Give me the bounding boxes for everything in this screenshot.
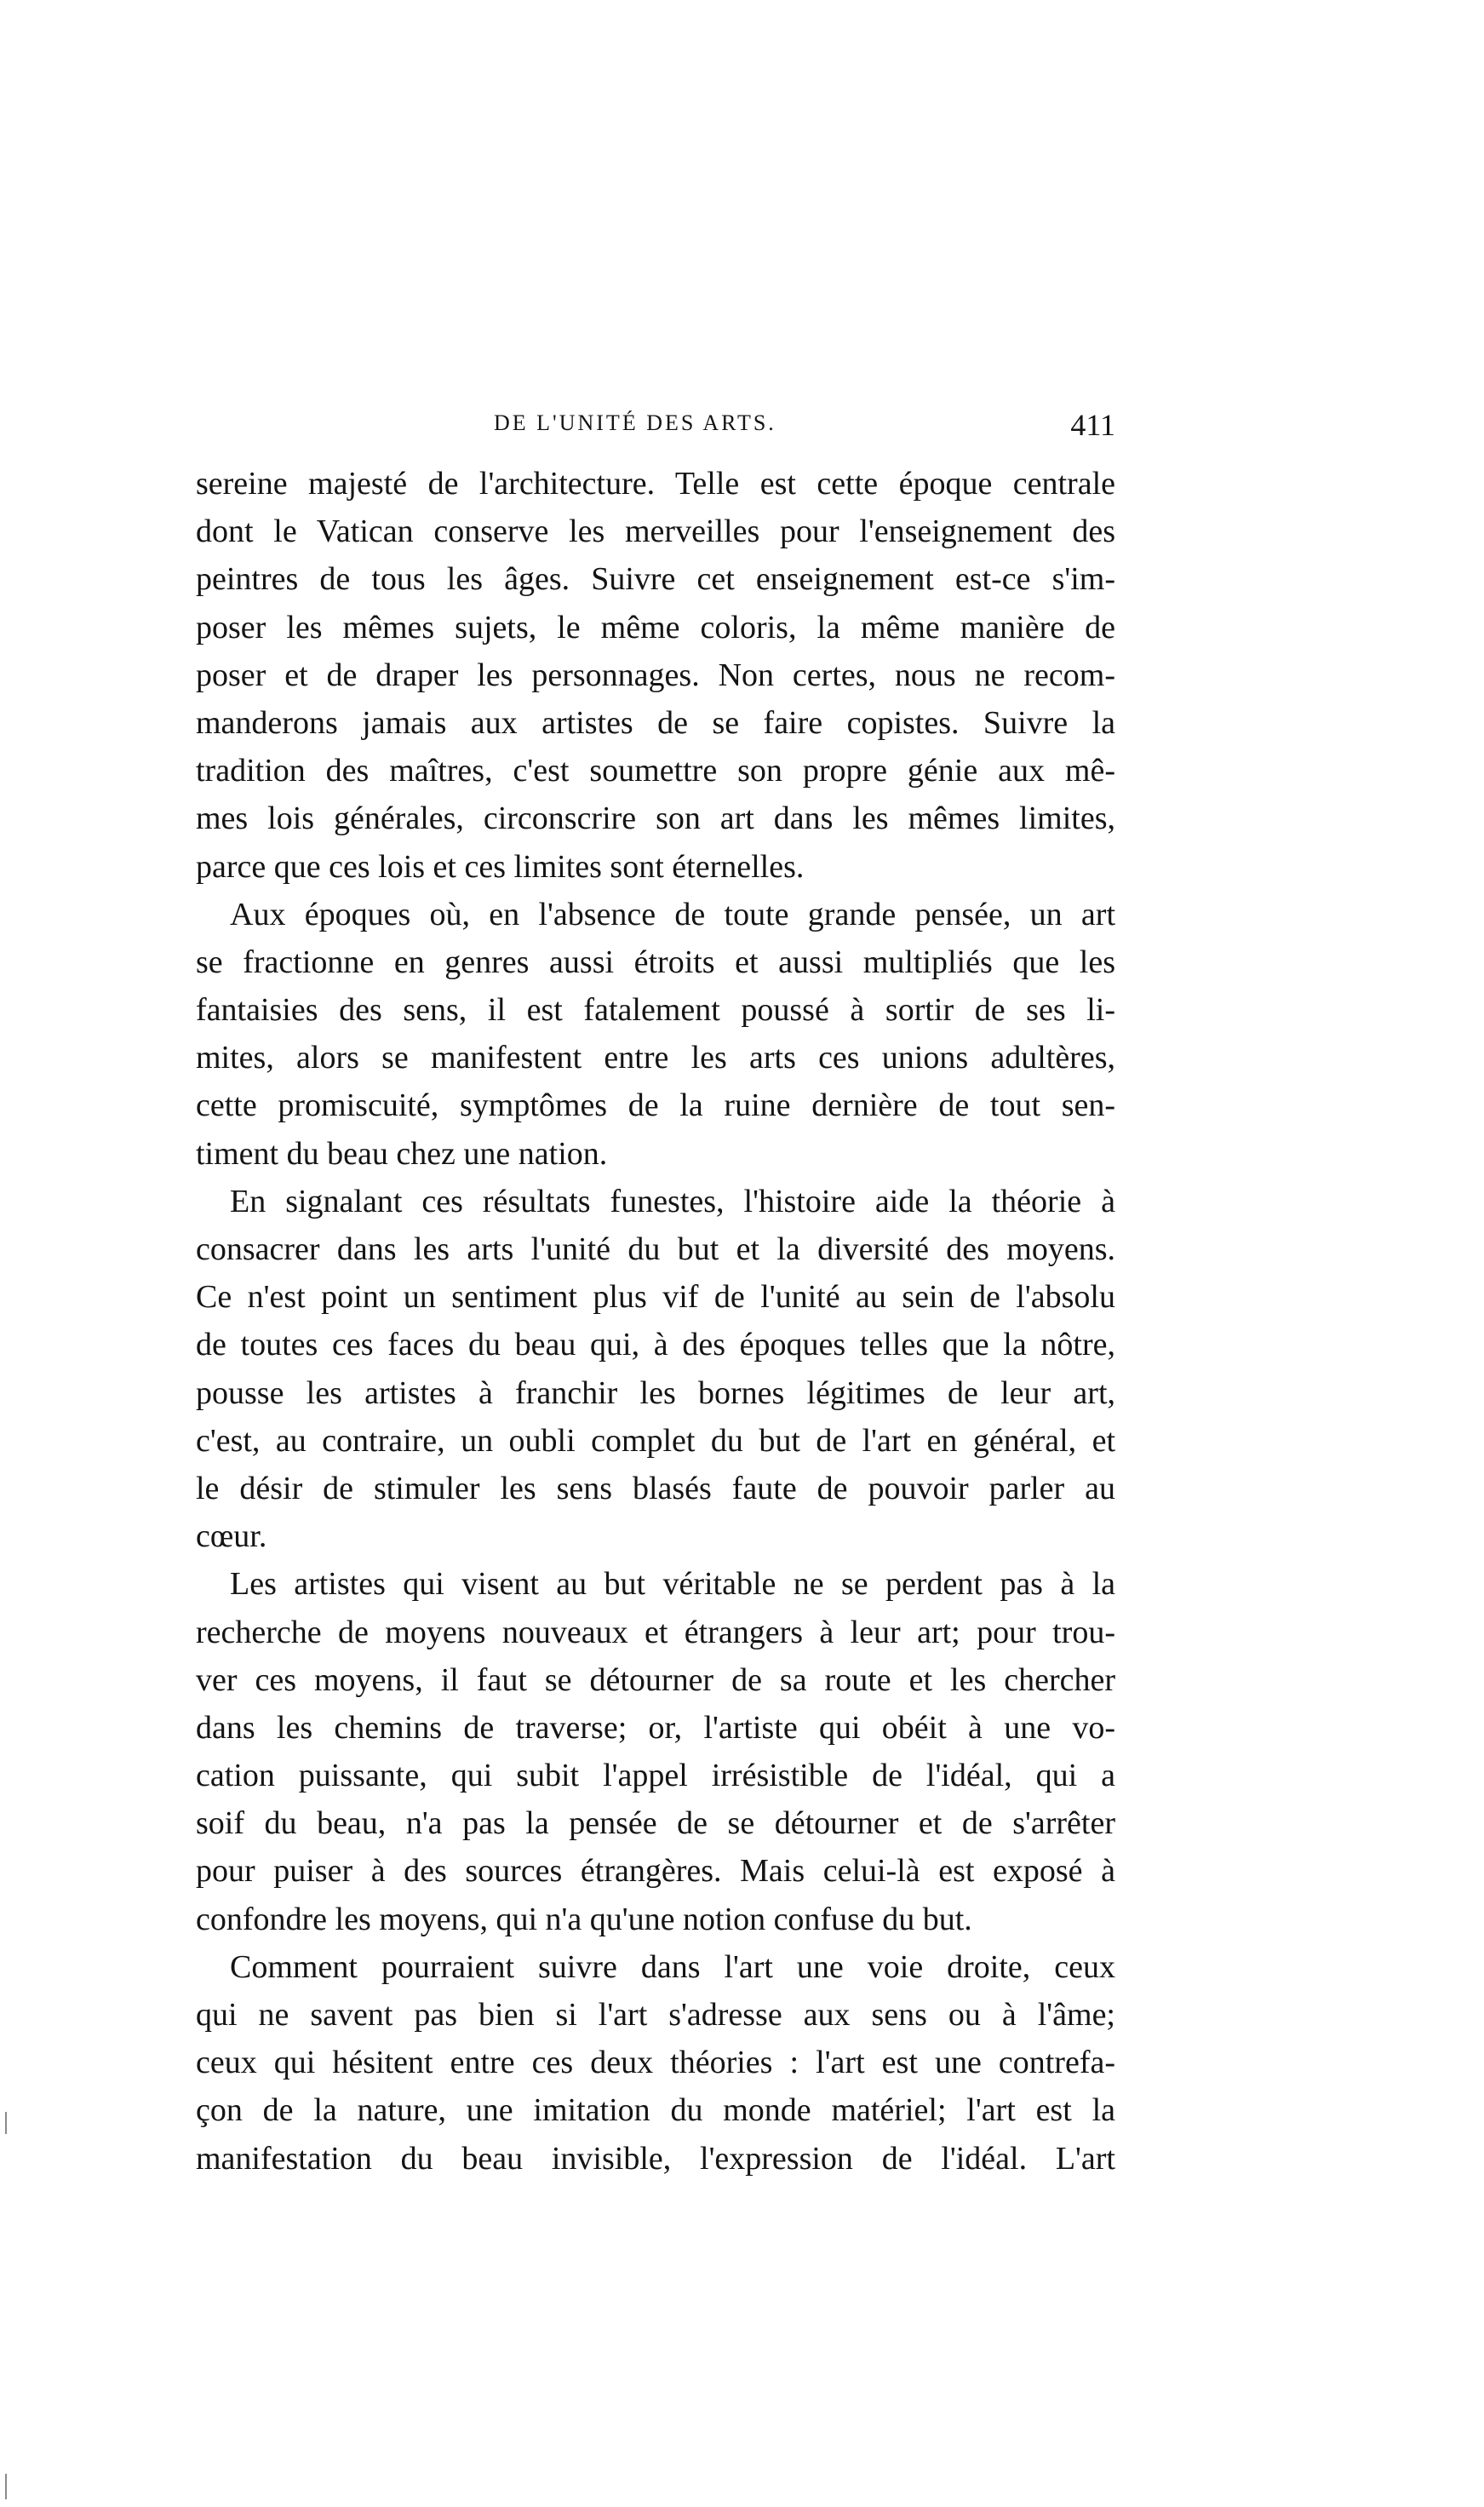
text-line: sereine majesté de l'architecture. Telle est cette époque centrale	[196, 466, 1115, 502]
text-line: soif du beau, n'a pas la pensée de se détourner et de s'arrêter	[196, 1805, 1115, 1842]
text-line: timent du beau chez une nation.	[196, 1135, 608, 1172]
text-line: mites, alors se manifestent entre les arts ces unions adultères,	[196, 1040, 1115, 1076]
text-line: ver ces moyens, il faut se détourner de sa route et les chercher	[196, 1661, 1115, 1698]
text-line: ceux qui hésitent entre ces deux théories : l'art est une contrefa-	[196, 2045, 1115, 2081]
text-line: recherche de moyens nouveaux et étrangers à leur art; pour trou-	[196, 1614, 1115, 1650]
text-line: manderons jamais aux artistes de se faire copistes. Suivre la	[196, 704, 1115, 741]
text-line: Les artistes qui visent au but véritable ne se perdent pas à la	[230, 1566, 1115, 1603]
running-head	[196, 407, 1115, 450]
text-line: le désir de stimuler les sens blasés faute de pouvoir parler au	[196, 1470, 1115, 1506]
scan-artifact	[5, 2112, 7, 2134]
text-line: mes lois générales, circonscrire son art dans les mêmes limites,	[196, 800, 1115, 837]
scan-artifact	[5, 2474, 7, 2499]
text-line: tradition des maîtres, c'est soumettre son propre génie aux mê-	[196, 753, 1115, 789]
text-line: dans les chemins de traverse; or, l'artiste qui obéit à une vo-	[196, 1709, 1115, 1746]
text-line: consacrer dans les arts l'unité du but et la diversité des moyens.	[196, 1231, 1115, 1267]
text-line: confondre les moyens, qui n'a qu'une notion confuse du but.	[196, 1901, 972, 1937]
text-line: Aux époques où, en l'absence de toute grande pensée, un art	[230, 896, 1115, 932]
text-line: poser et de draper les personnages. Non certes, nous ne recom-	[196, 657, 1115, 693]
text-line: çon de la nature, une imitation du monde matériel; l'art est la	[196, 2092, 1115, 2129]
body-text	[196, 460, 1115, 2183]
text-line: cœur.	[196, 1518, 267, 1555]
text-line: manifestation du beau invisible, l'expression de l'idéal. L'art	[196, 2140, 1115, 2177]
text-line: En signalant ces résultats funestes, l'histoire aide la théorie à	[230, 1183, 1115, 1219]
text-line: c'est, au contraire, un oubli complet du but de l'art en général, et	[196, 1422, 1115, 1459]
text-line: Ce n'est point un sentiment plus vif de l'unité au sein de l'absolu	[196, 1279, 1115, 1316]
text-line: fantaisies des sens, il est fatalement poussé à sortir de ses li-	[196, 992, 1115, 1029]
text-line: poser les mêmes sujets, le même coloris, la même manière de	[196, 609, 1115, 645]
text-line: pousse les artistes à franchir les bornes légitimes de leur art,	[196, 1374, 1115, 1411]
text-line: se fractionne en genres aussi étroits et aussi multipliés que les	[196, 944, 1115, 980]
text-line: de toutes ces faces du beau qui, à des époques telles que la nôtre,	[196, 1327, 1115, 1363]
running-title: DE L'UNITÉ DES ARTS.	[494, 410, 776, 435]
text-line: dont le Vatican conserve les merveilles pour l'enseignement des	[196, 513, 1115, 550]
text-line: cation puissante, qui subit l'appel irrésistible de l'idéal, qui a	[196, 1758, 1115, 1794]
text-line: peintres de tous les âges. Suivre cet enseignement est-ce s'im-	[196, 561, 1115, 598]
text-line: cette promiscuité, symptômes de la ruine dernière de tout sen-	[196, 1087, 1115, 1124]
text-line: Comment pourraient suivre dans l'art une voie droite, ceux	[230, 1948, 1115, 1985]
text-line: pour puiser à des sources étrangères. Mais celui-là est exposé à	[196, 1853, 1115, 1890]
text-line: parce que ces lois et ces limites sont éternelles.	[196, 848, 805, 885]
text-line: qui ne savent pas bien si l'art s'adresse aux sens ou à l'âme;	[196, 1997, 1115, 2033]
page-number: 411	[1070, 408, 1115, 442]
